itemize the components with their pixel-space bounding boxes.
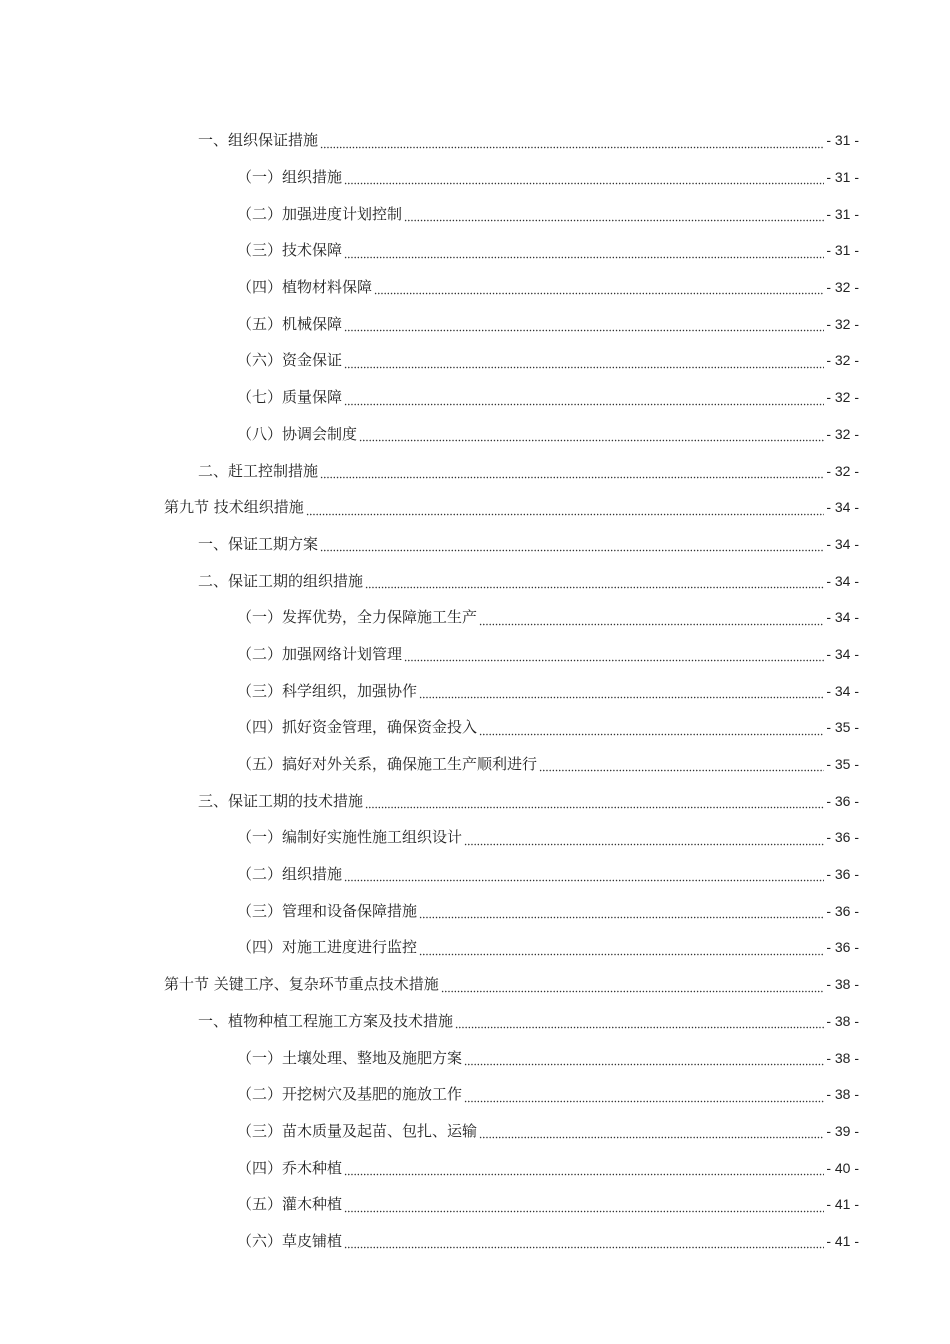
toc-page-number: - 41 - [826, 1232, 859, 1249]
toc-page-number: - 36 - [826, 939, 859, 956]
toc-entry[interactable] [0, 416, 950, 453]
toc-dot-leader [419, 946, 824, 956]
toc-entry-label: （一）发挥优势，全力保障施工生产 [237, 608, 478, 627]
toc-page-number: - 31 - [826, 205, 859, 222]
toc-entry[interactable] [0, 452, 950, 489]
toc-entry-label: （五）机械保障 [237, 314, 343, 333]
toc-entry-label: （四）抓好资金管理，确保资金投入 [237, 718, 478, 737]
toc-page-number: - 38 - [826, 1086, 859, 1103]
toc-dot-leader [464, 1093, 824, 1103]
toc-page-number: - 38 - [826, 1012, 859, 1029]
toc-entry[interactable] [0, 305, 950, 342]
toc-page-number: - 36 - [826, 792, 859, 809]
toc-entry[interactable] [0, 1113, 950, 1150]
toc-entry-label: （一）土壤处理、整地及施肥方案 [237, 1048, 463, 1067]
toc-entry-label: （六）草皮铺植 [237, 1231, 343, 1250]
toc-entry-label: （七）质量保障 [237, 388, 343, 407]
toc-dot-leader [320, 139, 824, 149]
toc-dot-leader [365, 579, 824, 589]
toc-page-number: - 32 - [826, 352, 859, 369]
toc-entry[interactable] [0, 599, 950, 636]
toc-page-number: - 31 - [826, 132, 859, 149]
toc-page-number: - 32 - [826, 425, 859, 442]
toc-dot-leader [344, 322, 824, 332]
toc-entry-label: （二）加强进度计划控制 [237, 204, 403, 223]
toc-dot-leader [455, 1019, 824, 1029]
toc-entry[interactable] [0, 1223, 950, 1260]
toc-page-number: - 36 - [826, 866, 859, 883]
toc-page-number: - 32 - [826, 462, 859, 479]
toc-dot-leader [344, 872, 824, 882]
toc-entry-label: 一、植物种植工程施工方案及技术措施 [198, 1011, 454, 1030]
toc-entry-label: （二）开挖树穴及基肥的施放工作 [237, 1085, 463, 1104]
toc-entry[interactable] [0, 1186, 950, 1223]
toc-page-number: - 34 - [826, 572, 859, 589]
toc-dot-leader [479, 726, 824, 736]
toc-entry[interactable] [0, 856, 950, 893]
toc-page-number: - 34 - [826, 682, 859, 699]
toc-entry[interactable] [0, 1003, 950, 1040]
toc-page-number: - 41 - [826, 1196, 859, 1213]
toc-entry-label: 二、保证工期的组织措施 [198, 571, 364, 590]
toc-page-number: - 34 - [826, 645, 859, 662]
toc-dot-leader [344, 249, 824, 259]
toc-entry[interactable] [0, 379, 950, 416]
toc-dot-leader [344, 175, 824, 185]
toc-entry[interactable] [0, 122, 950, 159]
toc-entry[interactable] [0, 892, 950, 929]
toc-entry[interactable] [0, 709, 950, 746]
toc-entry-label: （二）加强网络计划管理 [237, 644, 403, 663]
toc-dot-leader [464, 836, 824, 846]
toc-entry-label: （八）协调会制度 [237, 424, 358, 443]
toc-entry-label: （五）搞好对外关系，确保施工生产顺利进行 [237, 755, 538, 774]
toc-entry-label: 二、赶工控制措施 [198, 461, 319, 480]
toc-entry[interactable] [0, 232, 950, 269]
toc-dot-leader [365, 799, 824, 809]
toc-dot-leader [320, 469, 824, 479]
toc-dot-leader [479, 1129, 824, 1139]
toc-dot-leader [374, 285, 824, 295]
toc-dot-leader [404, 652, 824, 662]
toc-dot-leader [320, 542, 824, 552]
toc-entry[interactable] [0, 819, 950, 856]
toc-page-number: - 36 - [826, 902, 859, 919]
toc-dot-leader [441, 983, 825, 993]
toc-entry[interactable] [0, 1076, 950, 1113]
toc-entry-label: （三）技术保障 [237, 241, 343, 260]
toc-page-number: - 34 - [826, 609, 859, 626]
toc-entry[interactable] [0, 269, 950, 306]
toc-entry[interactable] [0, 672, 950, 709]
toc-entry[interactable] [0, 929, 950, 966]
toc-entry-label: （三）苗木质量及起苗、包扎、运输 [237, 1121, 478, 1140]
toc-entry[interactable] [0, 489, 950, 526]
toc-dot-leader [344, 1166, 824, 1176]
toc-entry[interactable] [0, 1039, 950, 1076]
toc-entry-label: （四）植物材料保障 [237, 278, 373, 297]
toc-page-number: - 32 - [826, 279, 859, 296]
toc-dot-leader [306, 506, 825, 516]
toc-dot-leader [479, 616, 824, 626]
toc-dot-leader [344, 1239, 824, 1249]
toc-page-number: - 38 - [826, 1049, 859, 1066]
toc-page-number: - 31 - [826, 242, 859, 259]
toc-page-number: - 38 - [826, 976, 859, 993]
toc-entry[interactable] [0, 966, 950, 1003]
toc-entry-label: （一）组织措施 [237, 168, 343, 187]
toc-entry[interactable] [0, 746, 950, 783]
toc-entry-label: 三、保证工期的技术措施 [198, 791, 364, 810]
toc-dot-leader [419, 689, 824, 699]
toc-page-number: - 39 - [826, 1122, 859, 1139]
toc-entry-label: （二）组织措施 [237, 865, 343, 884]
toc-entry-label: （三）科学组织，加强协作 [237, 681, 418, 700]
toc-entry-label: （五）灌木种植 [237, 1195, 343, 1214]
toc-dot-leader [539, 762, 824, 772]
toc-entry-label: （六）资金保证 [237, 351, 343, 370]
toc-entry-label: （四）对施工进度进行监控 [237, 938, 418, 957]
toc-entry[interactable] [0, 526, 950, 563]
toc-page-number: - 32 - [826, 389, 859, 406]
toc-entry-label: （一）编制好实施性施工组织设计 [237, 828, 463, 847]
toc-entry[interactable] [0, 782, 950, 819]
toc-dot-leader [344, 359, 824, 369]
toc-entry-label: 一、保证工期方案 [198, 534, 319, 553]
toc-page-number: - 31 - [826, 169, 859, 186]
toc-entry[interactable] [0, 562, 950, 599]
toc-page-number: - 34 - [826, 535, 859, 552]
toc-entry-label: （四）乔木种植 [237, 1158, 343, 1177]
toc-page-number: - 40 - [826, 1159, 859, 1176]
toc-page-number: - 32 - [826, 315, 859, 332]
toc-entry-label: 第十节 关键工序、复杂环节重点技术措施 [164, 975, 439, 994]
table-of-contents [0, 122, 950, 1259]
toc-entry-label: （三）管理和设备保障措施 [237, 901, 418, 920]
toc-dot-leader [404, 212, 824, 222]
toc-dot-leader [419, 909, 824, 919]
toc-dot-leader [344, 396, 824, 406]
toc-entry[interactable] [0, 342, 950, 379]
toc-page-number: - 35 - [826, 756, 859, 773]
toc-entry[interactable] [0, 1149, 950, 1186]
toc-dot-leader [344, 1203, 824, 1213]
toc-page-number: - 34 - [826, 499, 859, 516]
toc-entry[interactable] [0, 195, 950, 232]
toc-dot-leader [359, 432, 824, 442]
toc-page-number: - 36 - [826, 829, 859, 846]
toc-entry-label: 一、组织保证措施 [198, 131, 319, 150]
toc-entry[interactable] [0, 636, 950, 673]
toc-page-number: - 35 - [826, 719, 859, 736]
toc-entry[interactable] [0, 159, 950, 196]
toc-dot-leader [464, 1056, 824, 1066]
toc-entry-label: 第九节 技术组织措施 [164, 498, 304, 517]
